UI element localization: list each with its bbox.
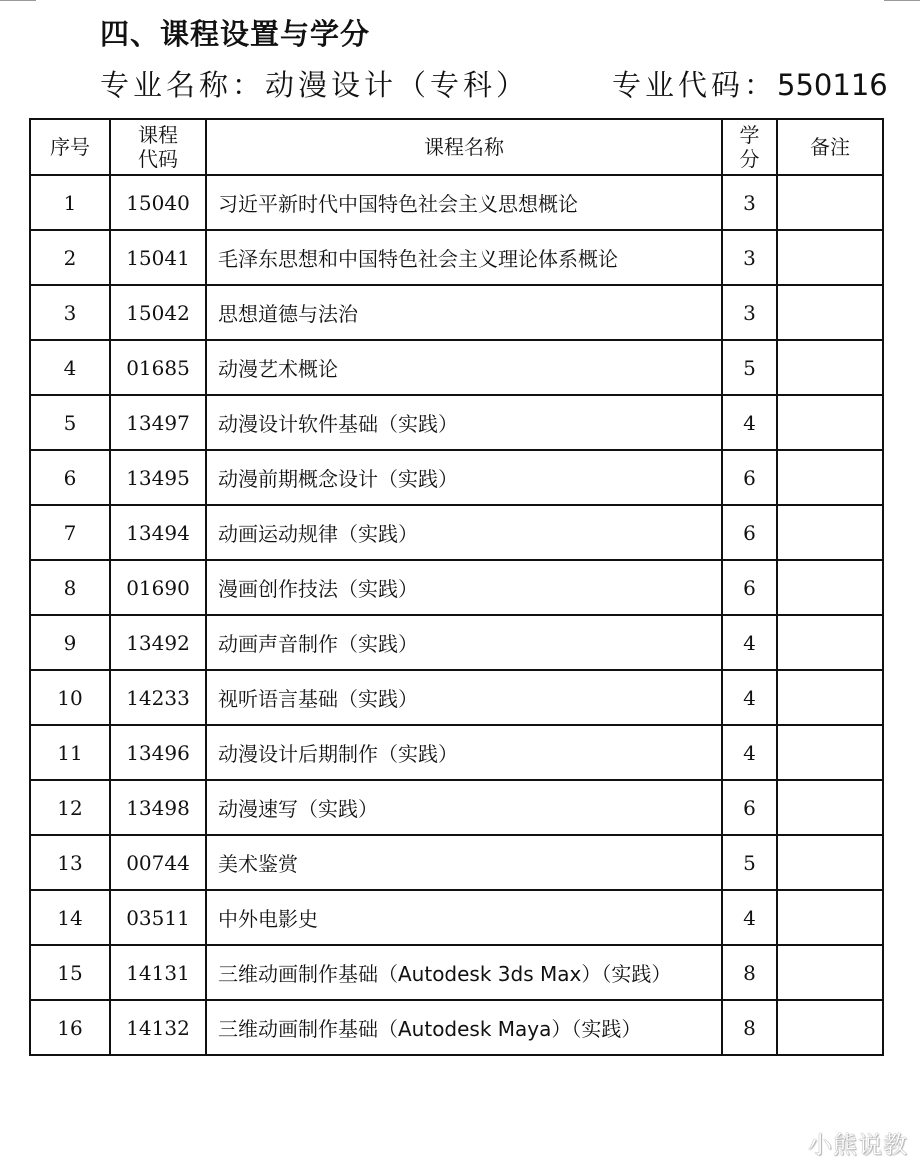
cell-credits: 3 [722, 230, 777, 285]
cell-remarks [777, 230, 883, 285]
cell-seq: 15 [30, 945, 110, 1000]
cell-course-code: 00744 [110, 835, 206, 890]
cell-remarks [777, 835, 883, 890]
crop-mark-left [0, 0, 36, 1]
cell-remarks [777, 450, 883, 505]
cell-seq: 5 [30, 395, 110, 450]
cell-credits: 5 [722, 835, 777, 890]
header-credits: 学 分 [722, 119, 777, 175]
cell-seq: 3 [30, 285, 110, 340]
table-header-row [30, 119, 883, 175]
cell-course-code: 01685 [110, 340, 206, 395]
major-code-value: 550116 [777, 68, 888, 102]
cell-credits: 6 [722, 450, 777, 505]
cell-course-code: 15041 [110, 230, 206, 285]
cell-course-name: 三维动画制作基础（Autodesk Maya）（实践） [206, 1000, 722, 1055]
cell-course-code: 13497 [110, 395, 206, 450]
table-row [30, 395, 883, 450]
cell-credits: 8 [722, 1000, 777, 1055]
cell-course-code: 15042 [110, 285, 206, 340]
cell-course-code: 13495 [110, 450, 206, 505]
cell-remarks [777, 945, 883, 1000]
cell-course-name: 思想道德与法治 [206, 285, 722, 340]
table-row [30, 175, 883, 230]
cell-course-code: 15040 [110, 175, 206, 230]
cell-course-code: 01690 [110, 560, 206, 615]
cell-remarks [777, 285, 883, 340]
major-code [612, 64, 888, 106]
cell-remarks [777, 395, 883, 450]
table-row [30, 450, 883, 505]
cell-course-name: 动漫设计后期制作（实践） [206, 725, 722, 780]
cell-remarks [777, 780, 883, 835]
cell-course-name: 毛泽东思想和中国特色社会主义理论体系概论 [206, 230, 722, 285]
watermark: 小熊说教 [808, 1131, 908, 1159]
cell-credits: 4 [722, 670, 777, 725]
header-course-name: 课程名称 [206, 119, 722, 175]
cell-seq: 11 [30, 725, 110, 780]
cell-course-name: 动画声音制作（实践） [206, 615, 722, 670]
cell-seq: 1 [30, 175, 110, 230]
cell-credits: 4 [722, 890, 777, 945]
cell-course-code: 13492 [110, 615, 206, 670]
cell-credits: 6 [722, 505, 777, 560]
header-course-code: 课程 代码 [110, 119, 206, 175]
cell-credits: 6 [722, 780, 777, 835]
table-row [30, 230, 883, 285]
table-row [30, 560, 883, 615]
cell-credits: 4 [722, 395, 777, 450]
cell-remarks [777, 505, 883, 560]
major-code-label: 专业代码： [612, 68, 778, 102]
course-table [29, 118, 884, 1056]
cell-remarks [777, 1000, 883, 1055]
table-row [30, 725, 883, 780]
header-seq: 序号 [30, 119, 110, 175]
cell-course-name: 习近平新时代中国特色社会主义思想概论 [206, 175, 722, 230]
cell-course-code: 14233 [110, 670, 206, 725]
major-name [100, 64, 529, 106]
cell-credits: 3 [722, 175, 777, 230]
table-row [30, 505, 883, 560]
cell-course-code: 14131 [110, 945, 206, 1000]
crop-mark-right [884, 0, 920, 1]
cell-credits: 4 [722, 725, 777, 780]
cell-seq: 14 [30, 890, 110, 945]
cell-credits: 5 [722, 340, 777, 395]
cell-seq: 7 [30, 505, 110, 560]
table-row [30, 780, 883, 835]
table-row [30, 945, 883, 1000]
cell-credits: 4 [722, 615, 777, 670]
cell-seq: 8 [30, 560, 110, 615]
cell-remarks [777, 670, 883, 725]
cell-course-name: 视听语言基础（实践） [206, 670, 722, 725]
cell-seq: 6 [30, 450, 110, 505]
cell-seq: 10 [30, 670, 110, 725]
table-row [30, 285, 883, 340]
cell-course-code: 13494 [110, 505, 206, 560]
cell-credits: 8 [722, 945, 777, 1000]
cell-course-name: 动漫设计软件基础（实践） [206, 395, 722, 450]
cell-course-name: 中外电影史 [206, 890, 722, 945]
cell-remarks [777, 175, 883, 230]
table-row [30, 340, 883, 395]
major-name-label: 专业名称： [100, 68, 266, 102]
cell-remarks [777, 340, 883, 395]
cell-course-code: 13498 [110, 780, 206, 835]
cell-course-code: 14132 [110, 1000, 206, 1055]
major-info [100, 64, 888, 106]
cell-seq: 16 [30, 1000, 110, 1055]
cell-course-name: 动画运动规律（实践） [206, 505, 722, 560]
section-title: 四、课程设置与学分 [100, 17, 371, 51]
table-body [30, 175, 883, 1055]
cell-course-name: 动漫艺术概论 [206, 340, 722, 395]
cell-seq: 13 [30, 835, 110, 890]
cell-course-name: 动漫速写（实践） [206, 780, 722, 835]
cell-remarks [777, 725, 883, 780]
cell-remarks [777, 890, 883, 945]
table-row [30, 890, 883, 945]
cell-course-code: 13496 [110, 725, 206, 780]
cell-remarks [777, 560, 883, 615]
table-row [30, 835, 883, 890]
cell-credits: 6 [722, 560, 777, 615]
cell-course-name: 三维动画制作基础（Autodesk 3ds Max）（实践） [206, 945, 722, 1000]
cell-course-name: 动漫前期概念设计（实践） [206, 450, 722, 505]
cell-seq: 2 [30, 230, 110, 285]
cell-remarks [777, 615, 883, 670]
table-row [30, 670, 883, 725]
table-row [30, 615, 883, 670]
cell-credits: 3 [722, 285, 777, 340]
major-name-value: 动漫设计（专科） [265, 68, 530, 102]
cell-course-code: 03511 [110, 890, 206, 945]
cell-seq: 4 [30, 340, 110, 395]
table-row [30, 1000, 883, 1055]
cell-seq: 9 [30, 615, 110, 670]
cell-course-name: 美术鉴赏 [206, 835, 722, 890]
cell-seq: 12 [30, 780, 110, 835]
header-remarks: 备注 [777, 119, 883, 175]
cell-course-name: 漫画创作技法（实践） [206, 560, 722, 615]
